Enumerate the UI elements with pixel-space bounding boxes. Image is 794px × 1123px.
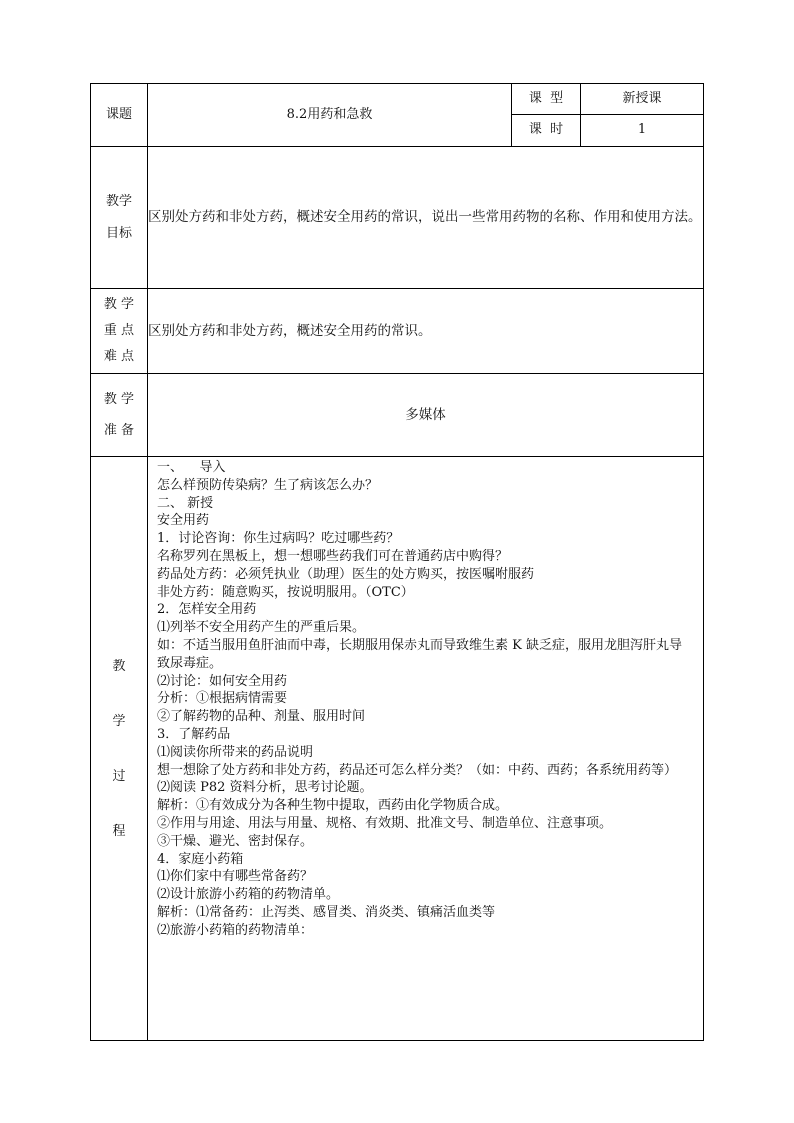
- process-line: ⑵旅游小药箱的药物清单：: [157, 922, 314, 938]
- process-line: 解析：①有效成分为各种生物中提取，西药由化学物质合成。: [157, 798, 509, 814]
- goals-label-line: 目标: [105, 225, 132, 241]
- process-line: 分析：①根据病情需要: [157, 691, 288, 707]
- key-points-label: [91, 289, 148, 374]
- process-line: 非处方药：随意购买，按说明服用。（OTC）: [157, 584, 414, 600]
- process-line: ②作用与用途、用法与用量、规格、有效期、批准文号、制造单位、注意事项。: [157, 815, 613, 831]
- process-content: [148, 457, 704, 1041]
- process-label: [91, 457, 148, 1041]
- lesson-plan-table: [90, 83, 704, 1041]
- process-line: 想一想除了处方药和非处方药，药品还可怎么样分类？（如：中药、西药；各系统用药等）: [157, 762, 678, 778]
- type-label: 课 型: [512, 84, 581, 115]
- preparation-text: 多媒体: [148, 374, 704, 457]
- process-line: 3．了解药品: [157, 726, 231, 742]
- process-line: 名称罗列在黑板上，想一想哪些药我们可在普通药店中购得？: [157, 548, 509, 564]
- process-line: ⑵阅读 P82 资料分析，思考讨论题。: [157, 780, 373, 796]
- process-line: ⑵讨论：如何安全用药: [157, 673, 288, 689]
- preparation-label-line: 准 备: [103, 423, 135, 438]
- process-line: 二、 新授: [157, 495, 214, 511]
- process-label-char: 程: [112, 823, 126, 839]
- process-label-char: 学: [112, 713, 126, 729]
- process-label-char: 教: [112, 658, 126, 674]
- process-line: 一、 导入: [157, 460, 226, 475]
- process-line: 1．讨论咨询：你生过病吗？吃过哪些药？: [157, 531, 400, 547]
- process-line: 安全用药: [157, 513, 210, 529]
- process-line: ③干燥、避光、密封保存。: [157, 833, 314, 849]
- goals-label-line: 教学: [105, 194, 132, 210]
- process-line: 怎么样预防传染病？生了病该怎么办？: [157, 477, 379, 493]
- type-value: 新授课: [581, 84, 704, 115]
- process-line: ②了解药物的品种、剂量、服用时间: [157, 709, 366, 725]
- process-line: ⑵设计旅游小药箱的药物清单。: [157, 887, 340, 903]
- process-line: 2．怎样安全用药: [157, 602, 257, 618]
- key-points-label-line: 重 点: [103, 323, 135, 338]
- preparation-label: [91, 374, 148, 457]
- hours-label: 课 时: [512, 115, 581, 147]
- process-line: ⑴列举不安全用药产生的严重后果。: [157, 620, 366, 636]
- preparation-label-line: 教 学: [103, 391, 135, 407]
- title-label: 课题: [91, 84, 148, 147]
- key-points-label-line: 难 点: [103, 349, 135, 364]
- goals-label: [91, 147, 148, 289]
- hours-value: 1: [581, 115, 704, 147]
- process-line: ⑴你们家中有哪些常备药？: [157, 869, 314, 885]
- process-label-char: 过: [112, 768, 126, 784]
- process-line: 如：不适当服用鱼肝油而中毒，长期服用保赤丸而导致维生素 K 缺乏症，服用龙胆泻肝丸导致尿毒症。: [157, 637, 682, 671]
- process-line: 4．家庭小药箱: [157, 851, 244, 867]
- goals-text: 区别处方药和非处方药，概述安全用药的常识，说出一些常用药物的名称、作用和使用方法。: [148, 147, 704, 289]
- process-line: 解析：⑴常备药：止泻类、感冒类、消炎类、镇痛活血类等: [157, 904, 496, 920]
- title-value: 8.2用药和急救: [148, 84, 512, 147]
- key-points-label-line: 教 学: [103, 297, 135, 312]
- key-points-text: 区别处方药和非处方药，概述安全用药的常识。: [148, 289, 704, 374]
- process-line: ⑴阅读你所带来的药品说明: [157, 744, 314, 760]
- process-line: 药品处方药：必须凭执业（助理）医生的处方购买，按医嘱咐服药: [157, 566, 535, 582]
